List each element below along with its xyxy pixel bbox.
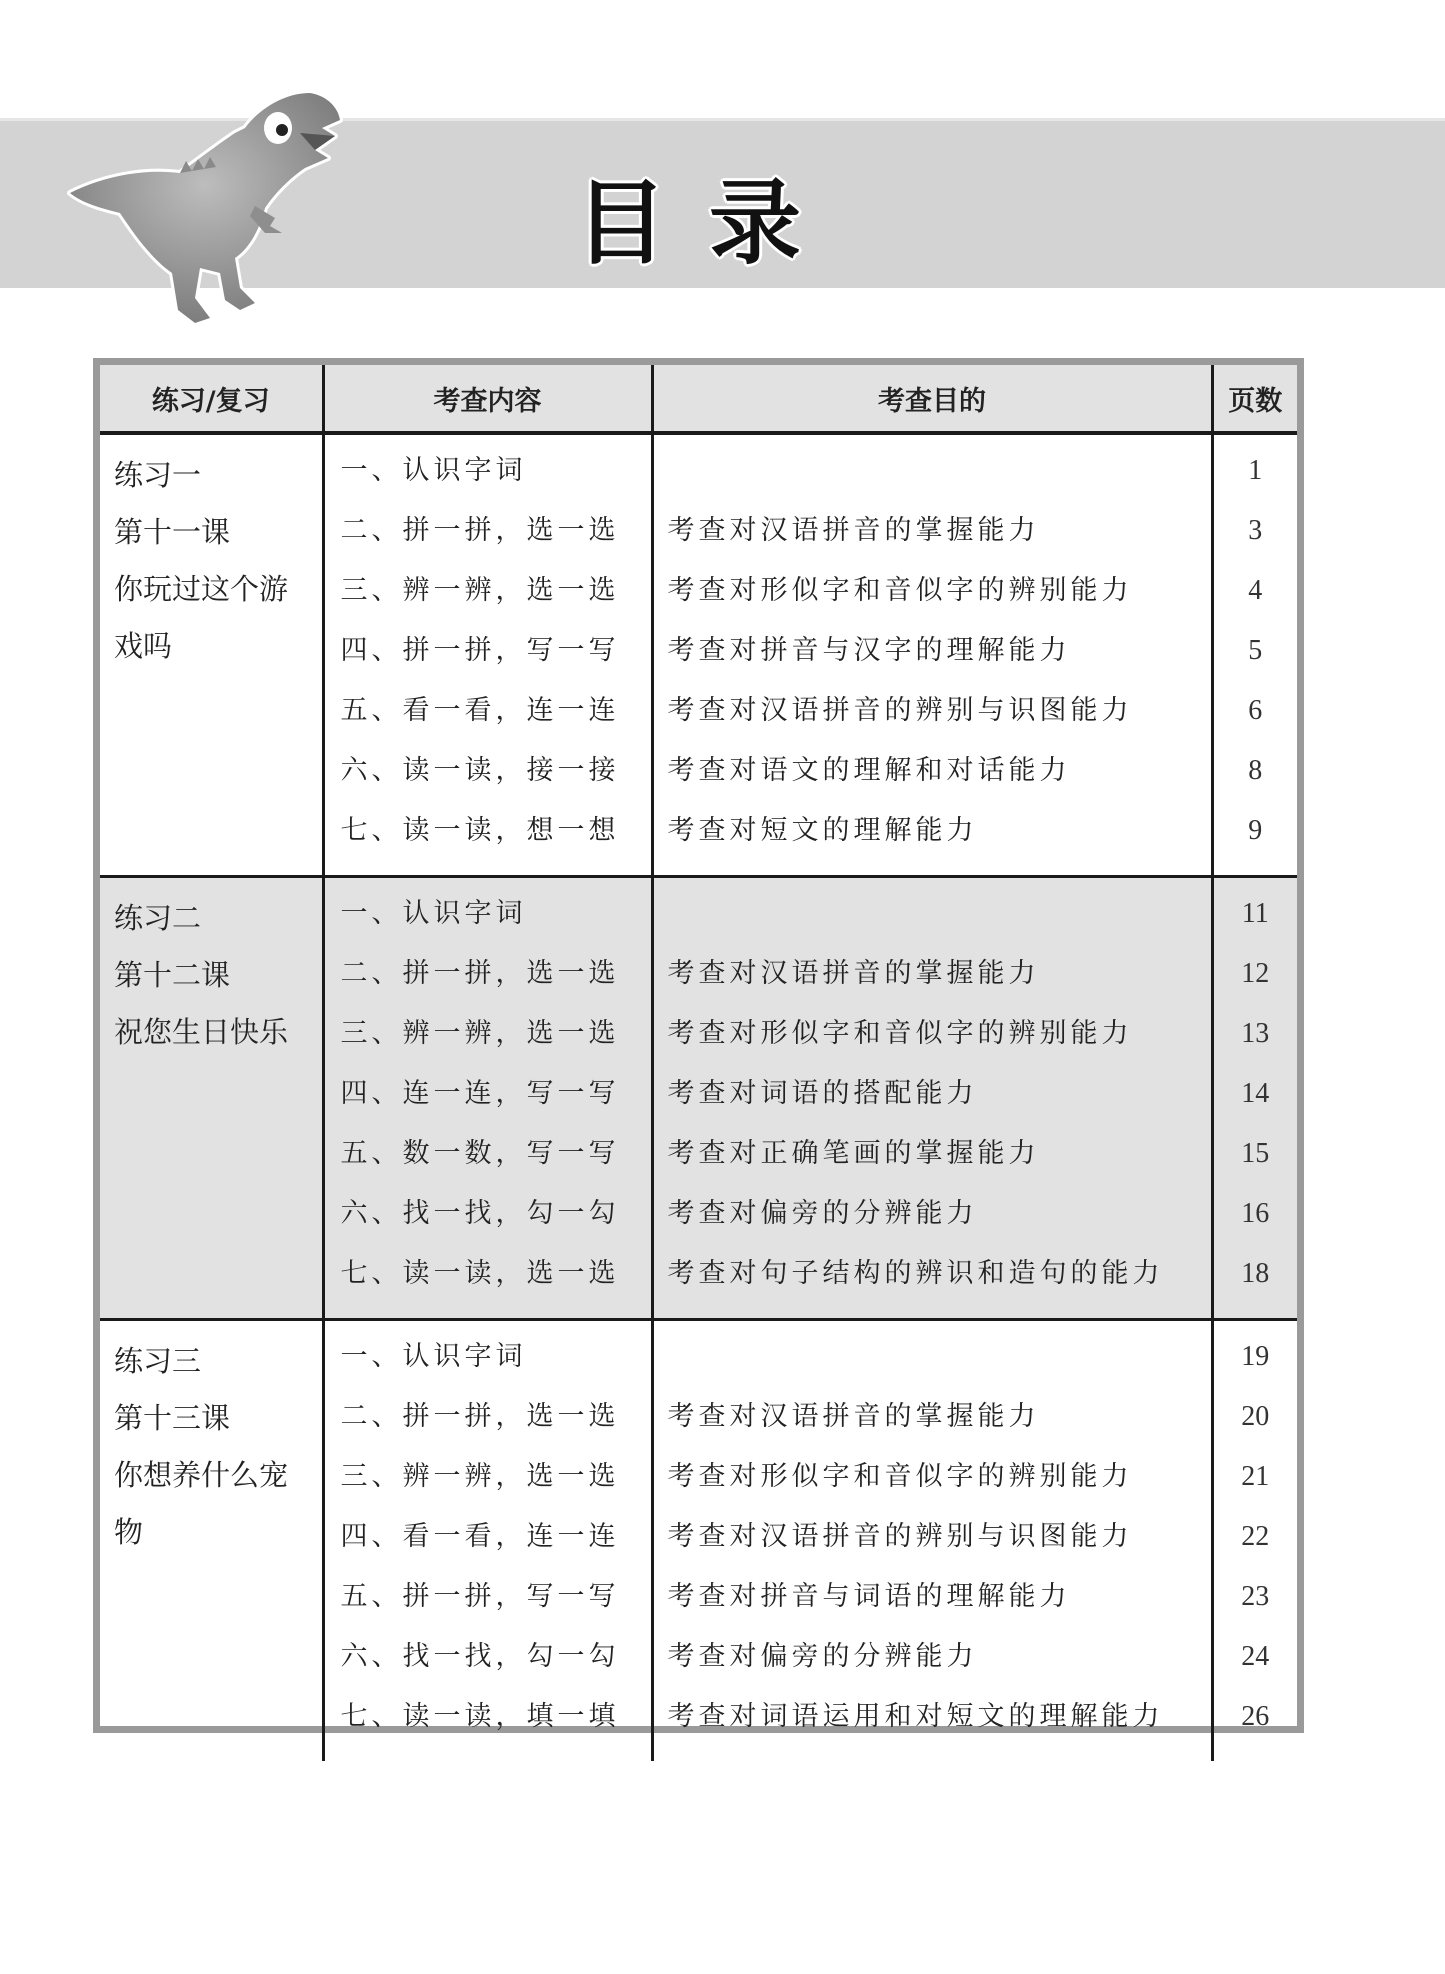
toc-content-item: 四、看一看，连一连 xyxy=(340,1521,620,1552)
toc-content-item: 七、读一读，填一填 xyxy=(340,1701,620,1732)
toc-page-link[interactable]: 9 xyxy=(1248,815,1263,846)
toc-page-link[interactable]: 15 xyxy=(1241,1138,1270,1169)
lesson-line: 练习一 xyxy=(114,458,202,492)
toc-page-link[interactable]: 26 xyxy=(1241,1701,1270,1732)
toc-goal-item: 考查对正确笔画的掌握能力 xyxy=(667,1138,1040,1169)
toc-goal-item xyxy=(654,1327,1211,1387)
toc-page-link[interactable]: 8 xyxy=(1248,755,1263,786)
toc-content-item: 六、读一读，接一接 xyxy=(340,755,620,786)
toc-page-link[interactable]: 23 xyxy=(1241,1581,1270,1612)
toc-goal-item: 考查对汉语拼音的掌握能力 xyxy=(667,1401,1040,1432)
toc-page-link[interactable]: 14 xyxy=(1241,1078,1270,1109)
lesson-line: 第十一课 xyxy=(114,515,231,549)
lesson-line: 第十三课 xyxy=(114,1401,231,1435)
toc-goal-item: 考查对汉语拼音的辨别与识图能力 xyxy=(667,1521,1133,1552)
toc-content-item: 一、认识字词 xyxy=(340,455,527,486)
toc-content-item: 二、拼一拼，选一选 xyxy=(340,958,620,989)
toc-page-link[interactable]: 1 xyxy=(1248,455,1263,486)
header-practice: 练习/复习 xyxy=(100,365,323,433)
toc-group-2 xyxy=(100,877,1297,1320)
lesson-line: 戏吗 xyxy=(114,629,173,663)
toc-page-link[interactable]: 21 xyxy=(1241,1461,1270,1492)
toc-goal-item: 考查对形似字和音似字的辨别能力 xyxy=(667,1018,1133,1049)
lesson-line: 练习二 xyxy=(114,901,202,935)
toc-goal-item: 考查对拼音与词语的理解能力 xyxy=(667,1581,1071,1612)
lesson-cell xyxy=(100,433,323,877)
toc-content-item: 五、看一看，连一连 xyxy=(340,695,620,726)
dinosaur-mascot-icon xyxy=(60,88,360,338)
toc-page-link[interactable]: 22 xyxy=(1241,1521,1270,1552)
toc-goal-item xyxy=(654,884,1211,944)
toc-page-link[interactable]: 12 xyxy=(1241,958,1270,989)
toc-content-item: 四、拼一拼，写一写 xyxy=(340,635,620,666)
toc-page-link[interactable]: 5 xyxy=(1248,635,1263,666)
goal-cell xyxy=(652,1320,1212,1762)
toc-page-link[interactable]: 4 xyxy=(1248,575,1263,606)
toc-goal-item: 考查对句子结构的辨识和造句的能力 xyxy=(667,1258,1164,1289)
lesson-cell xyxy=(100,877,323,1320)
toc-content-item: 三、辨一辨，选一选 xyxy=(340,1461,620,1492)
lesson-line: 你玩过这个游 xyxy=(114,572,289,606)
toc-goal-item: 考查对汉语拼音的辨别与识图能力 xyxy=(667,695,1133,726)
toc-goal-item: 考查对汉语拼音的掌握能力 xyxy=(667,958,1040,989)
page-title xyxy=(575,150,802,277)
toc-page-link[interactable]: 18 xyxy=(1241,1258,1270,1289)
toc-content-item: 一、认识字词 xyxy=(340,898,527,929)
toc-goal-item xyxy=(654,441,1211,501)
toc-goal-item: 考查对偏旁的分辨能力 xyxy=(667,1198,978,1229)
lesson-line: 你想养什么宠 xyxy=(114,1458,289,1492)
toc-goal-item: 考查对拼音与汉字的理解能力 xyxy=(667,635,1071,666)
lesson-cell xyxy=(100,1320,323,1762)
goal-cell xyxy=(652,877,1212,1320)
toc-content-item: 一、认识字词 xyxy=(340,1341,527,1372)
page-cell xyxy=(1212,877,1297,1320)
lesson-line: 练习三 xyxy=(114,1344,202,1378)
toc-page-link[interactable]: 19 xyxy=(1241,1341,1270,1372)
toc-page-link[interactable]: 24 xyxy=(1241,1641,1270,1672)
content-cell xyxy=(323,433,652,877)
title-char: 目 xyxy=(575,170,668,277)
toc-content-item: 六、找一找，勾一勾 xyxy=(340,1641,620,1672)
header-page: 页数 xyxy=(1212,365,1297,433)
toc-goal-item: 考查对短文的理解能力 xyxy=(667,815,978,846)
toc-content-item: 五、数一数，写一写 xyxy=(340,1138,620,1169)
page-cell xyxy=(1212,1320,1297,1762)
toc-goal-item: 考查对形似字和音似字的辨别能力 xyxy=(667,575,1133,606)
toc-group-1 xyxy=(100,433,1297,877)
toc-content-item: 七、读一读，选一选 xyxy=(340,1258,620,1289)
toc-table xyxy=(93,358,1304,1733)
toc-page-link[interactable]: 16 xyxy=(1241,1198,1270,1229)
toc-page-link[interactable]: 13 xyxy=(1241,1018,1270,1049)
toc-content-item: 四、连一连，写一写 xyxy=(340,1078,620,1109)
lesson-line: 第十二课 xyxy=(114,958,231,992)
toc-content-item: 三、辨一辨，选一选 xyxy=(340,575,620,606)
page-cell xyxy=(1212,433,1297,877)
toc-group-3 xyxy=(100,1320,1297,1762)
header-goal: 考查目的 xyxy=(652,365,1212,433)
toc-content-item: 五、拼一拼，写一写 xyxy=(340,1581,620,1612)
content-cell xyxy=(323,877,652,1320)
header-content: 考查内容 xyxy=(323,365,652,433)
toc-page-link[interactable]: 11 xyxy=(1241,898,1269,929)
toc-goal-item: 考查对词语的搭配能力 xyxy=(667,1078,978,1109)
toc-content-item: 二、拼一拼，选一选 xyxy=(340,1401,620,1432)
toc-content-item: 六、找一找，勾一勾 xyxy=(340,1198,620,1229)
table-header-row xyxy=(100,365,1297,433)
goal-cell xyxy=(652,433,1212,877)
toc-page-link[interactable]: 3 xyxy=(1248,515,1263,546)
content-cell xyxy=(323,1320,652,1762)
toc-goal-item: 考查对语文的理解和对话能力 xyxy=(667,755,1071,786)
toc-content-item: 七、读一读，想一想 xyxy=(340,815,620,846)
toc-page-link[interactable]: 20 xyxy=(1241,1401,1270,1432)
toc-goal-item: 考查对汉语拼音的掌握能力 xyxy=(667,515,1040,546)
toc-content-item: 二、拼一拼，选一选 xyxy=(340,515,620,546)
lesson-line: 祝您生日快乐 xyxy=(114,1015,289,1049)
toc-goal-item: 考查对偏旁的分辨能力 xyxy=(667,1641,978,1672)
toc-goal-item: 考查对词语运用和对短文的理解能力 xyxy=(667,1701,1164,1732)
toc-content-item: 三、辨一辨，选一选 xyxy=(340,1018,620,1049)
lesson-line: 物 xyxy=(114,1515,144,1549)
title-char: 录 xyxy=(709,170,802,277)
toc-page-link[interactable]: 6 xyxy=(1248,695,1263,726)
toc-goal-item: 考查对形似字和音似字的辨别能力 xyxy=(667,1461,1133,1492)
